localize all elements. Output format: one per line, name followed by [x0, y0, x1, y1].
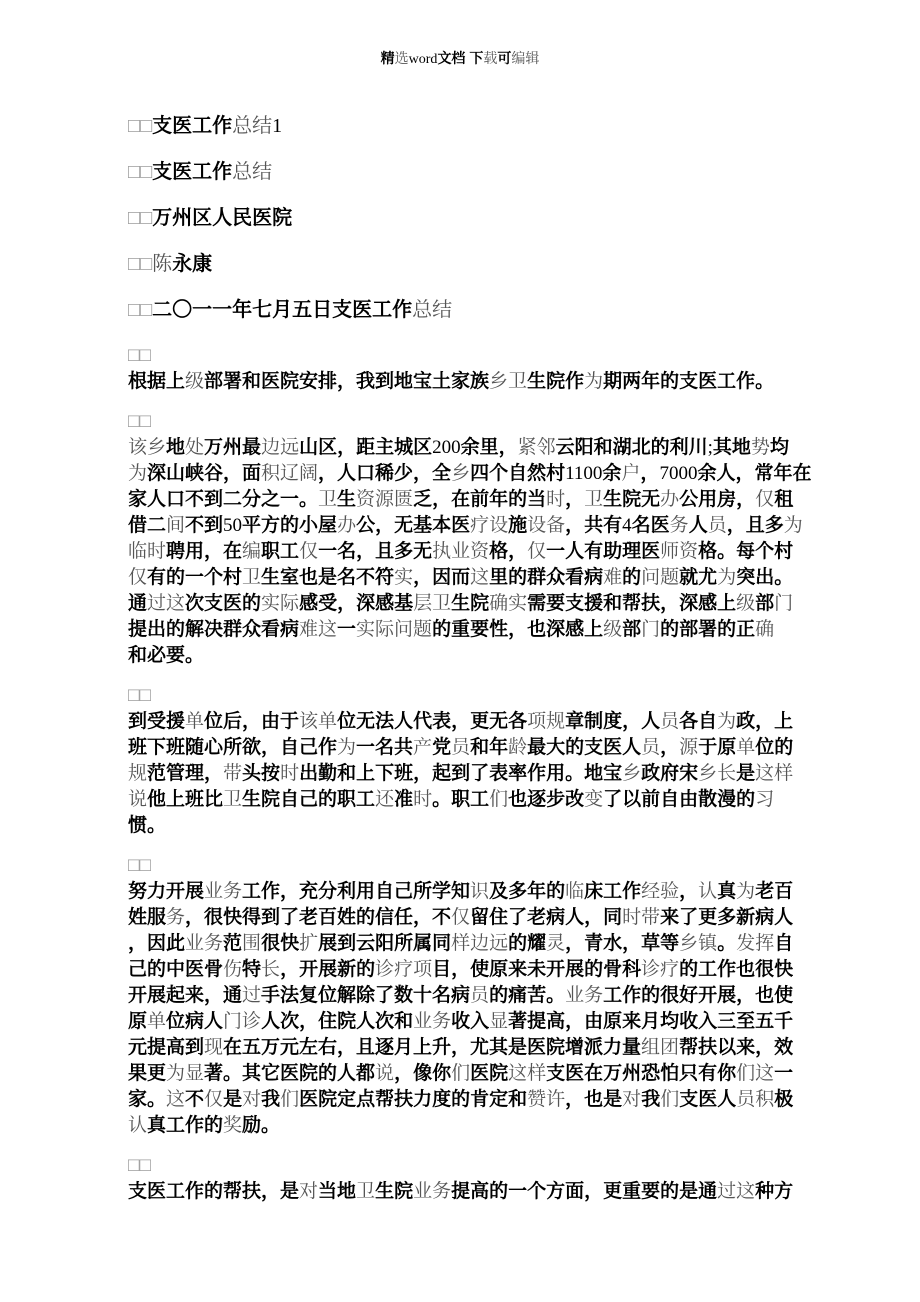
paragraph-2: □□ 该乡地处万州最边远山区，距主城区200余里，紧邻云阳和湖北的利川;其地势均 为深山峡谷，面积辽阔，人口稀少，全乡四个自然村1100余户，7000余人，常年在 家人口不到二分之一。卫生资源匮乏，在前年的当时，卫生院无办公用房，仅租 借二间不到50平方的小屋办公，无基本医疗设施设备，共有4名医务人员，且多为 临时聘用，在编职工仅一名，且多无执业资格，仅一人有助理医师资格。每个村 仅有的一个村卫生室也是名不符实，因而这里的群众看病难的问题就尤为突出。 通过这次支医的实际感受，深感基层卫生院确实需要支援和帮扶，深感上级部门 提出的解决群众看病难这一实际问题的重要性，也深感上级部门的部署的正确 和必要。 [128, 411, 812, 666]
paragraph-3: □□ 到受援单位后，由于该单位无法人代表，更无各项规章制度，人员各自为政，上 班下班随心所欲，自己作为一名共产党员和年龄最大的支医人员，源于原单位的 规范管理，带头按时出勤和上下班，起到了表率作用。地宝乡政府宋乡长是这样 说他上班比卫生院自己的职工还准时。职工们也逐步改变了以前自由散漫的习 惯。 [128, 685, 794, 836]
paragraph-4: □□ 努力开展业务工作，充分利用自己所学知识及多年的临床工作经验，认真为老百 姓服务，很快得到了老百姓的信任，不仅留住了老病人，同时带来了更多新病人 ，因此业务范围很快扩展到云阳所属同样边远的耀灵，青水，草等乡镇。发挥自 己的中医骨伤特长，开展新的诊疗项目，使原来未开展的骨科诊疗的工作也很快 开展起来，通过手法复位解除了数十名病员的痛苦。业务工作的很好开展，也使 原单位病人门诊人次，住院人次和业务收入显著提高，由原来月均收入三至五千 元提高到现在五万元左右，且逐月上升，尤其是医院增派力量组团帮扶以来，效 果更为显著。其它医院的人都说，像你们医院这样支医在万州恐怕只有你们这一 家。这不仅是对我们医院定点帮扶力度的肯定和赞许，也是对我们支医人员积极 认真工作的奖励。 [128, 855, 794, 1136]
author-name-line: □□陈永康 [128, 253, 213, 275]
date-title-line: □□二〇一一年七月五日支医工作总结 [128, 299, 453, 321]
title-line-2: □□支医工作总结 [128, 161, 273, 183]
document-body [128, 113, 818, 1219]
title-line-1: □□支医工作总结1 [128, 115, 283, 137]
paragraph-5: □□ 支医工作的帮扶，是对当地卫生院业务提高的一个方面，更重要的是通过这种方 [128, 1155, 794, 1202]
paragraph-1: □□ 根据上级部署和医院安排，我到地宝土家族乡卫生院作为期两年的支医工作。 [128, 345, 775, 392]
document-watermark: 精选word文档 下载可编辑 [380, 50, 540, 67]
hospital-name-line: □□万州区人民医院 [128, 207, 293, 229]
